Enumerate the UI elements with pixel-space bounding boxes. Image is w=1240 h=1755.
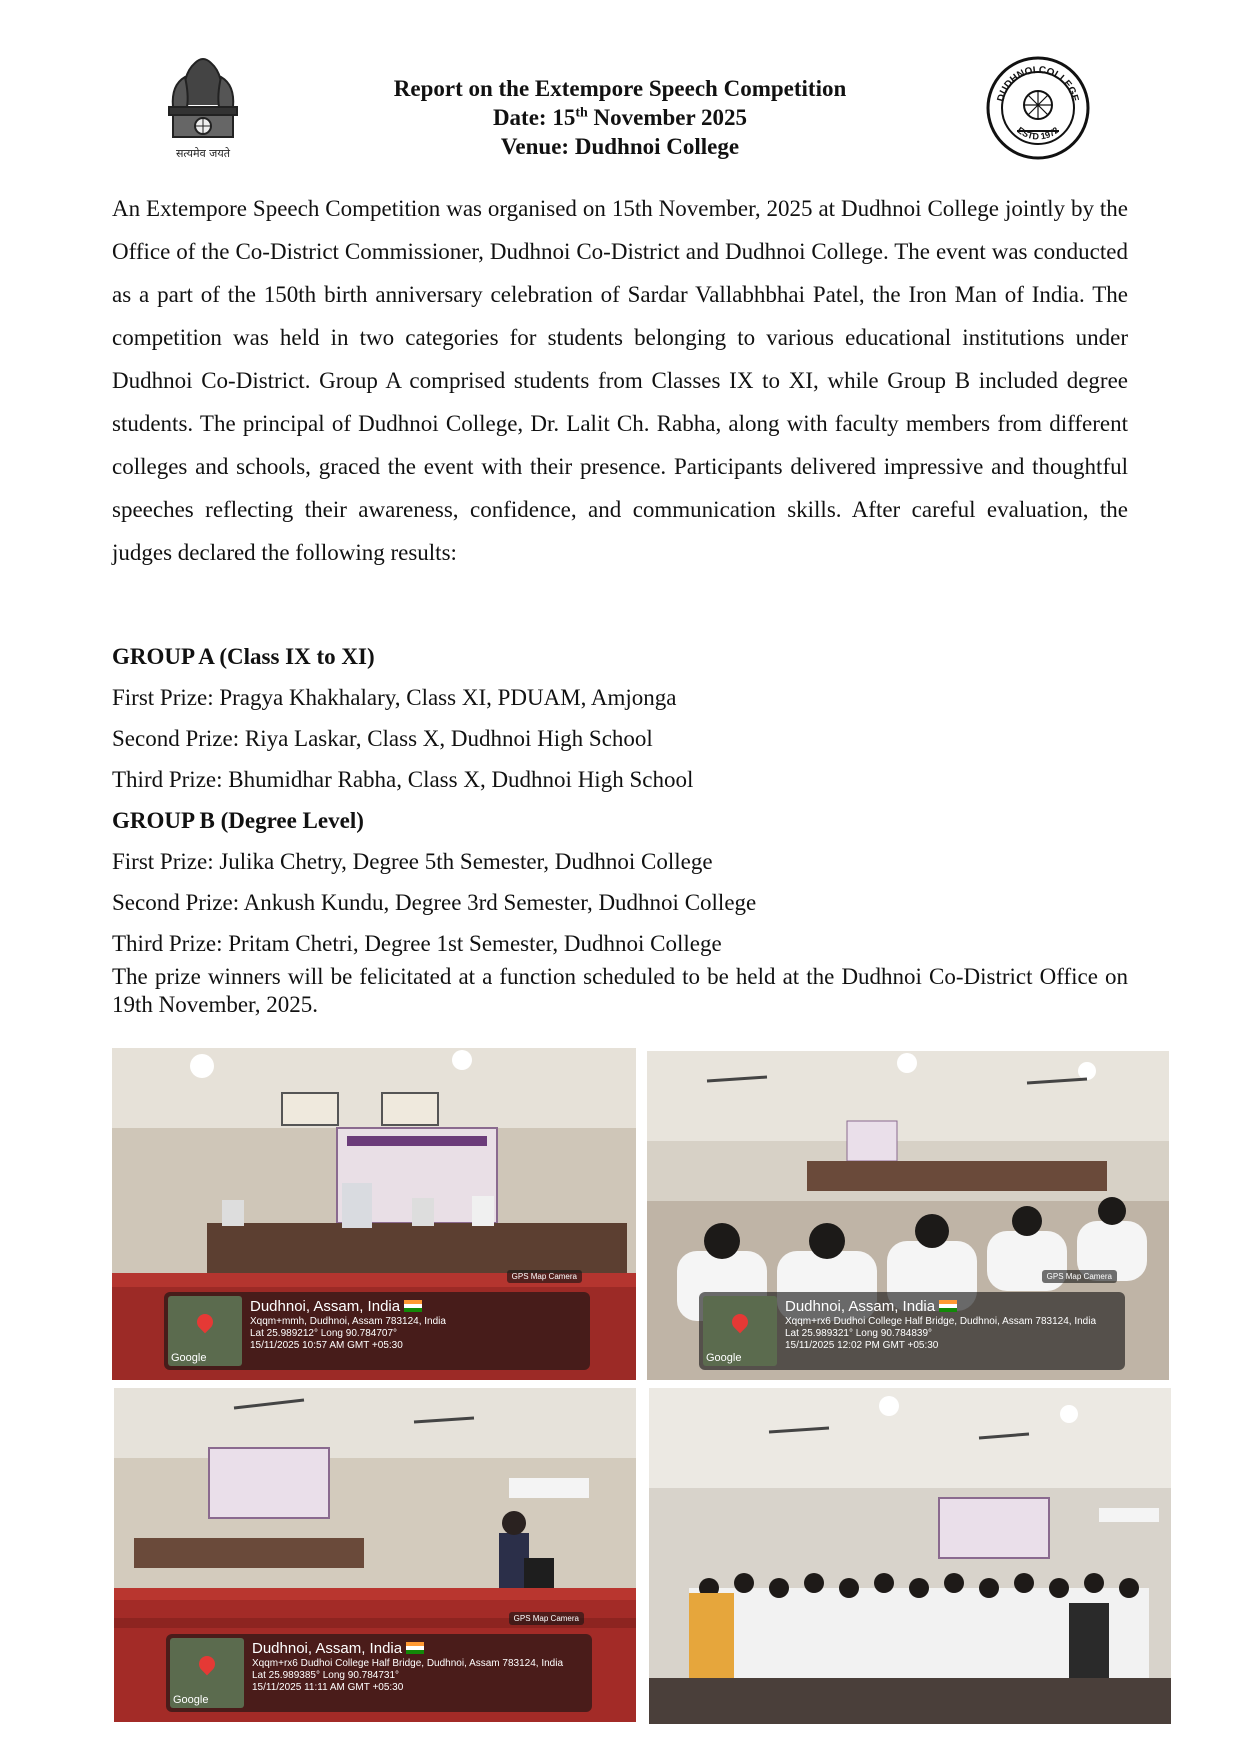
results-section bbox=[112, 636, 1128, 964]
group-b-third-prize: Third Prize: Pritam Chetri, Degree 1st Semester, Dudhnoi College bbox=[112, 931, 722, 956]
college-logo-estd: ESTD 1972 bbox=[1015, 124, 1061, 142]
report-venue: Venue: Dudhnoi College bbox=[500, 134, 740, 159]
report-header bbox=[300, 74, 940, 161]
gps-address: Xqqm+rx6 Dudhoi College Half Bridge, Dudhnoi, Assam 783124, India bbox=[252, 1658, 564, 1669]
gps-timestamp: 15/11/2025 11:11 AM GMT +05:30 bbox=[252, 1682, 404, 1693]
gps-address: Xqqm+rx6 Dudhoi College Half Bridge, Dudhnoi, Assam 783124, India bbox=[785, 1316, 1097, 1327]
report-paragraph: An Extempore Speech Competition was organised on 15th November, 2025 at Dudhnoi College jointly by the Office of the Co-District Commissioner, Dudhnoi Co-District and Dudhnoi College. The event was conducted as a part of the 150th birth anniversary celebration of Sardar Vallabhbhai Patel, the Iron Man of India. The competition was held in two categories for students belonging to various educational institutions under Dudhnoi Co-District. Group A comprised students from Classes IX to XI, while Group B included degree students. The principal of Dudhnoi College, Dr. Lalit Ch. Rabha, along with faculty members from different colleges and schools, graced the event with their presence. Participants delivered impressive and thoughtful speeches reflecting their awareness, confidence, and communication skills. After careful evaluation, the judges declared the following results: bbox=[112, 196, 1128, 565]
group-a-second-prize: Second Prize: Riya Laskar, Class X, Dudhnoi High School bbox=[112, 726, 653, 751]
gps-timestamp: 15/11/2025 12:02 PM GMT +05:30 bbox=[785, 1340, 939, 1351]
gps-map-camera-badge: GPS Map Camera bbox=[507, 1270, 582, 1283]
gps-place: Dudhnoi, Assam, India bbox=[250, 1298, 401, 1315]
gps-coords: Lat 25.989321° Long 90.784839° bbox=[785, 1328, 933, 1339]
event-photo-podium bbox=[114, 1388, 636, 1722]
gps-stamp bbox=[164, 1272, 590, 1370]
gps-timestamp: 15/11/2025 10:57 AM GMT +05:30 bbox=[250, 1340, 403, 1351]
gps-map-camera-badge: GPS Map Camera bbox=[1042, 1270, 1117, 1283]
group-a-heading: GROUP A (Class IX to XI) bbox=[112, 644, 375, 669]
map-provider-label: Google bbox=[173, 1694, 209, 1706]
report-title: Report on the Extempore Speech Competition bbox=[393, 76, 847, 101]
group-a-third-prize: Third Prize: Bhumidhar Rabha, Class X, Dudhnoi High School bbox=[112, 767, 694, 792]
group-a-first-prize: First Prize: Pragya Khakhalary, Class XI, PDUAM, Amjonga bbox=[112, 685, 677, 710]
report-date: Date: 15th November 2025 bbox=[492, 105, 748, 130]
emblem-motto: सत्यमेव जयते bbox=[175, 147, 231, 160]
gps-map-camera-badge: GPS Map Camera bbox=[509, 1612, 584, 1625]
event-photo-group bbox=[649, 1388, 1171, 1724]
event-photo-stage bbox=[112, 1048, 636, 1380]
map-pin-icon bbox=[729, 1311, 752, 1334]
map-provider-label: Google bbox=[171, 1352, 207, 1364]
gps-place: Dudhnoi, Assam, India bbox=[785, 1298, 936, 1315]
state-emblem-icon bbox=[155, 45, 251, 165]
gps-place: Dudhnoi, Assam, India bbox=[252, 1640, 403, 1657]
event-photo-audience bbox=[647, 1051, 1169, 1380]
india-flag-icon bbox=[404, 1300, 422, 1312]
group-b-second-prize: Second Prize: Ankush Kundu, Degree 3rd Semester, Dudhnoi College bbox=[112, 890, 757, 915]
closing-note: The prize winners will be felicitated at a function scheduled to be held at the Dudhnoi Co-District Office on 19th November, 2025. bbox=[112, 964, 1128, 1017]
group-b-heading: GROUP B (Degree Level) bbox=[112, 808, 364, 833]
group-b-first-prize: First Prize: Julika Chetry, Degree 5th Semester, Dudhnoi College bbox=[112, 849, 713, 874]
map-thumbnail bbox=[703, 1296, 777, 1366]
gps-stamp bbox=[699, 1272, 1125, 1370]
map-provider-label: Google bbox=[706, 1352, 742, 1364]
map-pin-icon bbox=[196, 1653, 219, 1676]
gps-address: Xqqm+mmh, Dudhnoi, Assam 783124, India bbox=[250, 1316, 446, 1327]
map-thumbnail bbox=[168, 1296, 242, 1366]
gps-coords: Lat 25.989385° Long 90.784731° bbox=[252, 1670, 400, 1681]
map-pin-icon bbox=[194, 1311, 217, 1334]
gps-stamp bbox=[166, 1614, 592, 1712]
gps-coords: Lat 25.989212° Long 90.784707° bbox=[250, 1328, 398, 1339]
map-thumbnail bbox=[170, 1638, 244, 1708]
india-flag-icon bbox=[406, 1642, 424, 1654]
college-logo-name: DUDHNOI COLLEGE bbox=[995, 64, 1081, 103]
college-logo-icon bbox=[985, 55, 1091, 161]
india-flag-icon bbox=[939, 1300, 957, 1312]
